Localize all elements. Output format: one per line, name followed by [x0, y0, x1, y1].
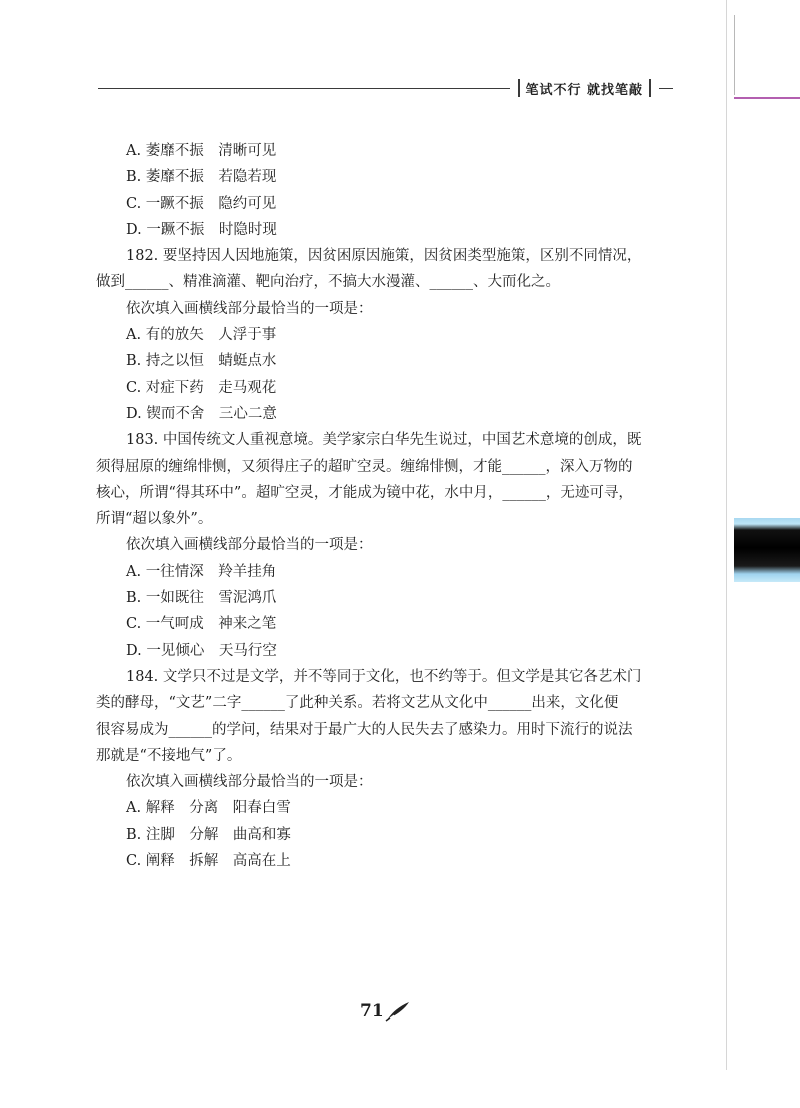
text-line: B. 持之以恒 蜻蜓点水 [126, 353, 277, 370]
text-line: D. 一蹶不振 时隐时现 [126, 221, 277, 238]
text-line: C. 一气呵成 神来之笔 [126, 616, 277, 633]
text-line: 做到______、精准滴灌、靶向治疗，不搞大水漫灌、______、大而化之。 [96, 274, 560, 291]
text-line: A. 一往情深 羚羊挂角 [126, 563, 277, 580]
text-line: A. 萎靡不振 清晰可见 [126, 143, 277, 159]
header-rule [98, 88, 510, 89]
text-line: 184. 文学只不过是文学，并不等同于文化，也不约等于。但文学是其它各艺术门 [126, 668, 642, 685]
header-slogan-box [512, 76, 673, 100]
text-line: 依次填入画横线部分最恰当的一项是： [126, 300, 373, 317]
text-line: 所谓“超以象外”。 [96, 511, 213, 528]
text-line: A. 有的放矢 人浮于事 [126, 327, 277, 344]
text-line: 类的酵母，“文艺”二字______了此种关系。若将文艺从文化中______出来，文化便 [96, 695, 619, 712]
text-line: C. 阐释 拆解 高高在上 [126, 853, 291, 870]
page-edge-line [726, 0, 727, 1070]
text-line: A. 解释 分离 阳春白雪 [126, 800, 291, 817]
text-line: B. 萎靡不振 若隐若现 [126, 169, 277, 186]
text-line: 依次填入画横线部分最恰当的一项是： [126, 774, 373, 791]
page-edge-line [734, 15, 735, 95]
thumb-index-tab [734, 518, 800, 582]
header-divider [649, 79, 651, 97]
text-line: 核心，所谓“得其环中”。超旷空灵，才能成为镜中花，水中月，______，无迹可寻， [96, 484, 633, 501]
quill-pen-icon [385, 1000, 411, 1026]
text-line: B. 一如既往 雪泥鸿爪 [126, 590, 277, 607]
section-marker-line [734, 97, 800, 99]
text-line: 须得屈原的缠绵悱恻，又须得庄子的超旷空灵。缠绵悱恻，才能______，深入万物的 [96, 458, 633, 475]
text-line: D. 锲而不舍 三心二意 [126, 405, 277, 422]
text-line: C. 一蹶不振 隐约可见 [126, 195, 277, 212]
page-body [96, 138, 666, 874]
text-line: 182. 要坚持因人因地施策，因贫困原因施策，因贫困类型施策，区别不同情况， [126, 248, 642, 265]
text-line: 依次填入画横线部分最恰当的一项是： [126, 537, 373, 554]
text-line: 183. 中国传统文人重视意境。美学家宗白华先生说过，中国艺术意境的创成，既 [126, 432, 642, 449]
text-line: 很容易成为______的学问，结果对于最广大的人民失去了感染力。用时下流行的说法 [96, 721, 633, 738]
page-number: 71 [360, 1001, 384, 1021]
header-tail-rule [659, 88, 673, 89]
text-line: B. 注脚 分解 曲高和寡 [126, 826, 291, 843]
text-line: 那就是“不接地气”了。 [96, 747, 242, 764]
header-divider [518, 79, 520, 97]
header-slogan: 笔试不行 就找笔敲 [525, 82, 644, 98]
text-line: C. 对症下药 走马观花 [126, 379, 277, 396]
text-line: D. 一见倾心 天马行空 [126, 642, 277, 659]
